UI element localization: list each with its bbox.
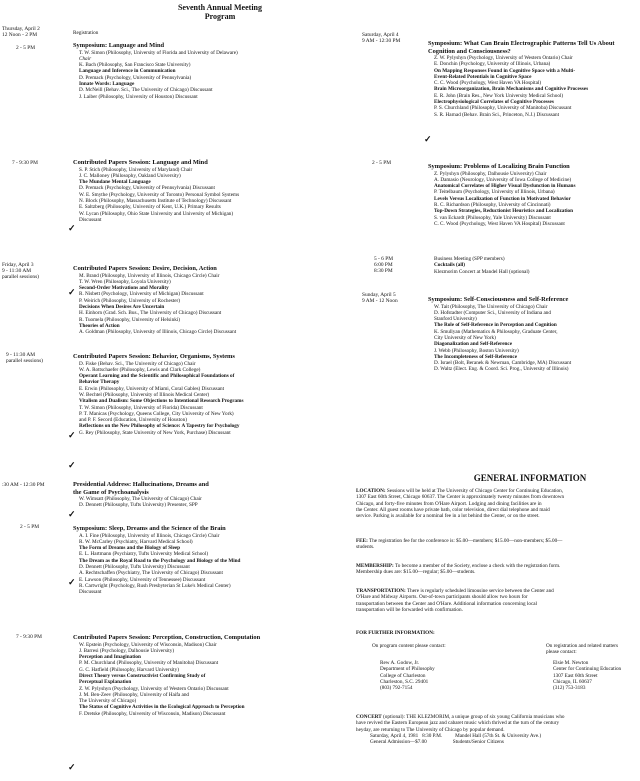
session-sleep-dreams: Symposium: Sleep, Dreams and the Science of the Brain A. I. Fine (Philosophy, University of Illinois, Chicago Circle) Chair R. W. McCarley (Psychiatry, Harvard Medical School) The Form of Dreams and the Biology of Sleep E. L. Hartmann (Psychiatry, Tufts University Medical School) The Dream as the Royal Road to the Psychology and Biology of the Mind D. Dennett (Philosophy, Tufts University) Discussant A. Rechtschaffen (Psychiatry, The University of Chicago) Discussant E. Lawson (Philosophy, University of Tennessee) Discussant R. Cartwright (Psychology, Rush Presbyterian St Luke's Medical Center) Discussant [73, 525, 343, 595]
time-label: 9 - 11:30 AM parallel sessions) [6, 352, 43, 364]
session-title: Symposium: Self-Consciousness and Self-Reference [428, 296, 569, 303]
time-label: 2 - 5 PM [20, 524, 40, 530]
time-label: 7 - 9:30 PM [12, 160, 38, 166]
evening-events: Business Meeting (SPP members) Cocktails (all) Klezmorim Concert at Mandel Hall (optional) [434, 256, 530, 275]
session-title: Contributed Papers Session: Behavior, Organisms, Systems [73, 353, 235, 360]
registration-contact: Elsie M. Newton Center for Continuing Education 1307 East 60th Street Chicago, IL 60637 (312) 753-3183 [553, 660, 622, 692]
time-label: 5 - 6 PM 6:00 PM 8:30 PM [374, 256, 394, 274]
checkmark-icon: ✓ [68, 577, 76, 587]
time-label: Thursday, April 2 12 Noon - 2 PM [2, 26, 40, 38]
session-title: Symposium: What Can Brain Electrographic Patterns Tell Us About Cognition and Consciousness? [428, 40, 615, 55]
membership-info: MEMBERSHIP: To become a member of the Society, enclose a check with the registration form. Membership dues are: $15.00—regular; $5.00—students. [356, 563, 561, 576]
time-label: :30 AM - 12:30 PM [2, 482, 45, 488]
session-brain-patterns: Symposium: What Can Brain Electrographic Patterns Tell Us About Cognition and Consciousness? Z. W. Pylyshyn (Psychology, University of Western Ontario) Chair E. Donchin (Psychology, University of Illinois, Urbana) On Mapping Responses Found in Cognitive Space with a Multi- Event-Related Potentials in Cognitive Space C. C. Wood (Psychology, West Haven VA Hospital) Brain Microorganization, Brain Mechanisms and Cognitive Processes E. R. John (Brain Res., New York University Medical School) Electrophysiological Correlates of Cognitive Processes P. S. Churchland (Philosophy, University of Manitoba) Discussant S. R. Harnad (Behav. Brain Sci., Princeton, N.J.) Discussant [428, 40, 640, 118]
session-title: Contributed Papers Session: Desire, Decision, Action [73, 265, 217, 272]
transportation-info: TRANSPORTATION: There is regularly scheduled limousine service between the Center and O'Hare and Midway Airports. Out-of-town participants should allow two hours for transportation between the Center and O'Hare. Additional information concerning local transportation will be forwarded with confirmation. [356, 588, 554, 613]
registration: Registration [73, 30, 99, 36]
session-localizing-brain: Symposium: Problems of Localizing Brain Function Z. Pylyshyn (Philosophy, Dalhousie University) Chair A. Damasio (Neurology, University of Iowa College of Medicine) Anatomical Correlates of Higher Visual Dysfunction in Humans P. Teitelbaum (Psychology, University of Illinois, Urbana) Levels Versus Localization of Function in Motivated Behavior R. C. Richardson (Philosophy, University of Cincinnati) Top-Down Strategies, Reductionist Heuristics and Localization S. van Eckardt (Philosophy, Yale University) Discussant C. C. Wood (Psychology, West Haven VA Hospital) Discussant [428, 163, 640, 227]
presidential-address: Presidential Address: Hallucinations, Dreams and the Game of Psychoanalysis W. Wimsatt (Philosophy, The University of Chicago) Chair D. Dennett (Philosophy, Tufts University) Presenter, SPP [73, 481, 343, 509]
checkmark-icon: ✓ [424, 134, 432, 144]
checkmark-icon: ✓ [68, 460, 76, 470]
program-header [120, 3, 320, 21]
fee-info: FEE: The registration fee for the conference is: $5.00—members; $15.00—non-members; $5.00— students. [356, 538, 563, 551]
session-title: Symposium: Problems of Localizing Brain Function [428, 163, 570, 170]
time-label: 2 - 5 PM [372, 160, 392, 166]
session-desire-decision: Contributed Papers Session: Desire, Decision, Action M. Brand (Philosophy, University of Illinois, Chicago Circle) Chair T. W. Wren (Philosophy, Loyola University) Second-Order Motivations and Morality R. Nisbett (Psychology, University of Michigan) Discussant P. Weirich (Philosophy, University of Rochester) Decisions When Desires Are Uncertain H. Einhorn (Grad. Sch. Bus., The University of Chicago) Discussant R. Tuomela (Philosophy, University of Helsinki) Theories of Action A. Goldman (Philosophy, University of Illinois, Chicago Circle) Discussant [73, 265, 343, 335]
session-perception: Contributed Papers Session: Perception, Construction, Computation W. Epstein (Psychology, University of Wisconsin, Madison) Chair J. Barresi (Psychology, Dalhousie University) Perception and Imagination P. M. Churchland (Philosophy, University of Manitoba) Discussant G. C. Hatfield (Philosophy, Harvard University) Direct Theory versus Constructivist Confirming Study of Perceptual Explanation Z. W. Pylyshyn (Psychology, University of Western Ontario) Discussant J. M. Ben-Zeev (Philosophy, University of Haifa and The University of Chicago) The Status of Cognitive Activities in the Ecological Approach to Perception F. Dretske (Philosophy, University of Wisconsin, Madison) Discussant [73, 634, 343, 717]
session-title: Contributed Papers Session: Perception, Construction, Computation [73, 634, 261, 641]
time-label: Friday, April 3 9 - 11:30 AM parallel sessions) [2, 262, 39, 280]
program-contact: Rew A. Godow, Jr. Department of Philosophy College of Charleston Charleston, S.C. 29401 (803) 792-7154 [380, 660, 435, 692]
checkmark-icon: ✓ [68, 430, 76, 440]
session-title: Contributed Papers Session: Language and Mind [73, 159, 208, 166]
time-label: 2 - 5 PM [16, 45, 36, 51]
location-info: LOCATION: Sessions will be held at The University of Chicago Center for Continuing Education, 1307 East 60th Street, Chicago 60637. The Center is approximately twenty minutes from downtown Chicago, and forty-five minutes from O'Hare Airport. Lodging and dining facilities are in the Center. All guest rooms have private bath, color television, direct dial telephone and maid service. Parking is available for a nominal fee in a lot behind the Center, or on the street. [356, 488, 565, 520]
session-title: Symposium: Sleep, Dreams and the Science of the Brain [73, 525, 226, 532]
session-language-mind: Symposium: Language and Mind T. W. Simon (Philosophy, University of Florida and University of Delaware) Chair K. Bach (Philosophy, San Francisco State University) Language and Inference in Communication D. Premack (Psychology, University of Pennsylvania) Innate Words: Language D. McNeill (Behav. Sci., The University of Chicago) Discussant J. Laiber (Philosophy, University of Houston) Discussant [73, 42, 343, 100]
time-label: Sunday, April 5 9 AM - 12 Noon [362, 292, 398, 304]
session-self-consciousness: Symposium: Self-Consciousness and Self-Reference W. Tait (Philosophy, The University of Chicago) Chair D. Hofstadter (Computer Sci., University of Indiana and Stanford University) The Role of Self-Reference in Perception and Cognition K. Smullyan (Mathematics & Philosophy, Graduate Center, City University of New York) Diagonalization and Self-Reference J. Webb (Philosophy, Boston University) The Incompleteness of Self-Reference D. Israel (Bolt, Beranek & Newman, Cambridge, MA) Discussant D. Waltz (Elect. Eng. & Coord. Sci. Prog., University of Illinois) [428, 296, 640, 373]
session-contributed-language: Contributed Papers Session: Language and Mind S. P. Stich (Philosophy, University of Maryland) Chair J. C. Malloney (Philosophy, Oakland University) The Mundane Mental Language D. Premack (Psychology, University of Pennsylvania) Discussant W. E. Smythe (Psychology, University of Toronto) Personal Symbol Systems N. Block (Philosophy, Massachusetts Institute of Technology) Discussant E. Saltzberg (Philosophy, University of Kent, U.K.) Primary Results W. Lycan (Philosophy, Ohio State University and University of Michigan) Discussant [73, 159, 343, 223]
checkmark-icon: ✓ [68, 762, 76, 772]
checkmark-icon: ✓ [68, 223, 76, 233]
meeting-title: Seventh Annual Meeting [177, 3, 262, 12]
program-title: Program [204, 12, 236, 21]
session-title: Symposium: Language and Mind [73, 42, 165, 49]
time-label: 7 - 9:30 PM [16, 634, 42, 640]
checkmark-icon: ✓ [68, 509, 76, 519]
program-contact-intro: On program content please contact: [372, 643, 446, 649]
checkmark-icon: ✓ [68, 287, 76, 297]
further-info-heading: FOR FURTHER INFORMATION: [356, 630, 435, 636]
session-behavior-organisms: Contributed Papers Session: Behavior, Organisms, Systems D. Fiske (Behav. Sci., The University of Chicago) Chair W. A. Rottschaefer (Philosophy, Lewis and Clark College) Operant Learning and the Scientific and Philosophical Foundations of Behavior Therapy E. Erwin (Philosophy, University of Miami, Coral Gables) Discussant W. Bechtel (Philosophy, University of Illinois Medical Center) Vitalism and Dualism: Some Objections to Intentional Research Programs T. W. Simon (Philosophy, University of Florida) Discussant P. T. Manicas (Psychology, Queens College, City University of New York) and P. F. Secord (Education, University of Houston) Reflections on the New Philosophy of Science: A Tapestry for Psychology G. Rey (Philosophy, State University of New York, Purchase) Discussant [73, 353, 343, 436]
time-label: Saturday, April 4 9 AM - 12:30 PM [362, 32, 401, 44]
registration-contact-intro: On registration and related matters please contact: [546, 643, 619, 656]
general-information-heading: GENERAL INFORMATION [473, 473, 587, 483]
session-title: Presidential Address: Hallucinations, Dreams and the Game of Psychoanalysis [73, 481, 209, 496]
concert-info: CONCERT (optional): THE KLEZMORIM, a unique group of six young California musicians who have revived the Eastern European jazz and cabaret music which thrived at the turn of the century heyday, are returning to The University of Chicago by popular demand. Saturday, April 4, 1981 8:30 P.M. Mandel Hall (57th St. & University Ave.) General Admission—$7.00 Students/Senior Citizens [356, 714, 565, 746]
